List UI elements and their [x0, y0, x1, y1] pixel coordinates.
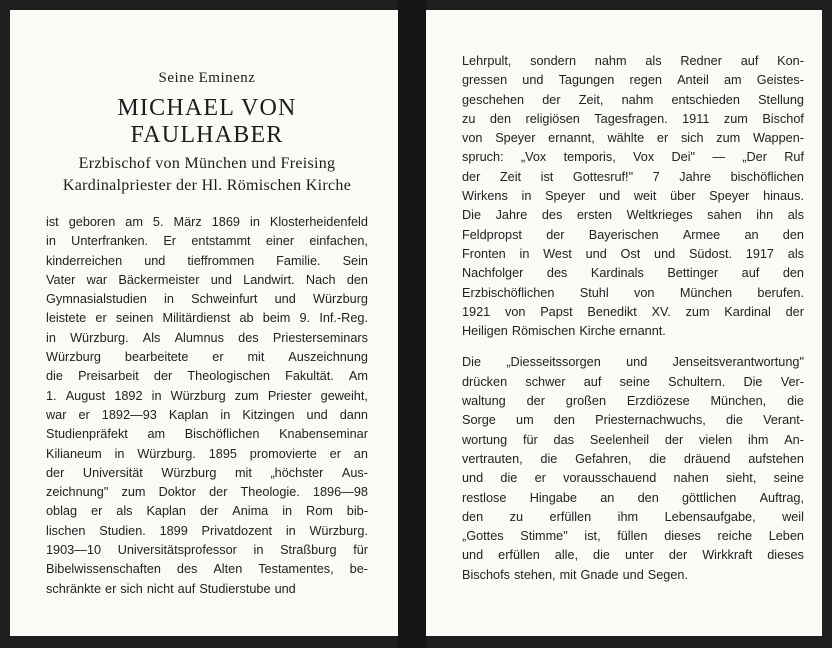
text-line: geschehen der Zeit, nahm entschieden Stellung [462, 92, 804, 107]
text-line: lischen Studien. 1899 Privatdozent in Würzburg. [46, 523, 368, 538]
text-line: Feldpropst der Bayerischen Armee an den [462, 227, 804, 242]
text-line: in Unterfranken. Er entstammt einer einfachen, [46, 234, 368, 249]
text-line: der Zeit ist Gottesruf!" 7 Jahre bischöflichen [462, 169, 804, 184]
text-line: und erfüllen alle, die unter der Wirkkraft dieses [462, 548, 804, 563]
text-line: der Universität Würzburg mit „höchster Aus- [46, 465, 368, 480]
text-line: leistete er seinen Militärdienst ab beim 9. Inf.-Reg. [46, 311, 368, 326]
text-line: Erzbischöflichen Stuhl von München berufen. [462, 285, 804, 300]
text-line: und die er vorausschauend nahen sieht, seine [462, 471, 804, 486]
text-line: „Gottes Stimme" ist, füllen dieses reiche Leben [462, 529, 804, 544]
right-paragraph-2 [462, 353, 804, 585]
text-line: 1. August 1892 in Würzburg zum Priester geweiht, [46, 388, 368, 403]
memorial-header [46, 70, 368, 195]
text-line: spruch: „Vox temporis, Vox Dei" — „Der Ruf [462, 150, 804, 165]
text-line: kinderreichen und tieffrommen Familie. Sein [46, 253, 368, 268]
text-line: zu den religiösen Tagesfragen. 1911 zum Bischof [462, 111, 804, 126]
text-line: Die „Diesseitssorgen und Jenseitsverantwortung" [462, 355, 804, 370]
text-line: zeichnung" zum Doktor der Theologie. 1896—98 [46, 485, 368, 500]
text-line: Sorge um den Priesternachwuchs, die Verant- [462, 413, 804, 428]
text-line: Fronten in West und Ost und Südost. 1917 als [462, 246, 804, 261]
text-line: wortung für das Seelenheil der vielen ihm An- [462, 432, 804, 447]
text-line: drücken schwer auf seine Schultern. Die Ver- [462, 374, 804, 389]
text-line: Wirkens in Speyer und weit über Speyer hinaus. [462, 189, 804, 204]
left-biography-text [46, 213, 368, 599]
text-line: Heiligen Römischen Kirche ernannt. [462, 324, 666, 339]
text-line: in Würzburg. Als Alumnus des Priesterseminars [46, 330, 368, 345]
text-line: Vater war Bäckermeister und Landwirt. Nach den [46, 272, 368, 287]
text-line: die Preisarbeit der Theologischen Fakultät. Am [46, 369, 368, 384]
text-line: ist geboren am 5. März 1869 in Klosterheidenfeld [46, 215, 368, 229]
paragraph-gap [462, 341, 804, 353]
text-line: vertrauten, die Gefahren, die dräuend aufstehen [462, 451, 804, 466]
text-line: schränkte er sich nicht auf Studierstube und [46, 581, 296, 596]
right-paragraph-1 [462, 52, 804, 341]
cardinal-title: Kardinalpriester der Hl. Römischen Kirche [62, 177, 352, 194]
cardinal-name: MICHAEL VON FAULHABER [117, 95, 297, 148]
left-page [10, 10, 398, 636]
text-line: Gymnasialstudien in Schweinfurt und Würzburg [46, 292, 368, 307]
text-line: gressen und Tagungen regen Anteil am Geistes- [462, 73, 804, 88]
text-line: oblag er als Kaplan der Anima in Rom bib- [46, 504, 368, 519]
text-line: den zu erfüllen ihm Lebensaufgabe, weil [462, 509, 804, 524]
text-line: Kilianeum in Würzburg. 1895 promovierte er an [46, 446, 368, 461]
right-page [426, 10, 822, 636]
card-fold [398, 0, 426, 648]
archbishop-title: Erzbischof von München und Freising [78, 155, 336, 172]
text-line: von Speyer ernannt, wählte er sich zum Wappen- [462, 131, 804, 146]
text-line: Lehrpult, sondern nahm als Redner auf Kon- [462, 54, 804, 68]
text-line: Die Jahre des ersten Weltkrieges sahen ihn als [462, 208, 804, 223]
text-line: Nachfolger des Kardinals Bettinger auf den [462, 266, 804, 281]
text-line: 1921 von Papst Benedikt XV. zum Kardinal der [462, 304, 804, 319]
text-line: waltung der großen Erzdiözese München, die [462, 394, 804, 409]
text-line: Bibelwissenschaften des Alten Testamentes, be- [46, 562, 368, 577]
text-line: restlose Hingabe an den göttlichen Auftrag, [462, 490, 804, 505]
text-line: Würzburg bearbeitete er mit Auszeichnung [46, 350, 368, 365]
text-line: 1903—10 Universitätsprofessor in Straßburg für [46, 543, 368, 558]
eminence-label: Seine Eminenz [158, 70, 256, 86]
text-line: war er 1892—93 Kaplan in Kitzingen und dann [46, 407, 368, 422]
text-line: Studienpräfekt am Bischöflichen Knabenseminar [46, 427, 368, 442]
text-line: Bischofs stehen, mit Gnade und Segen. [462, 567, 688, 582]
